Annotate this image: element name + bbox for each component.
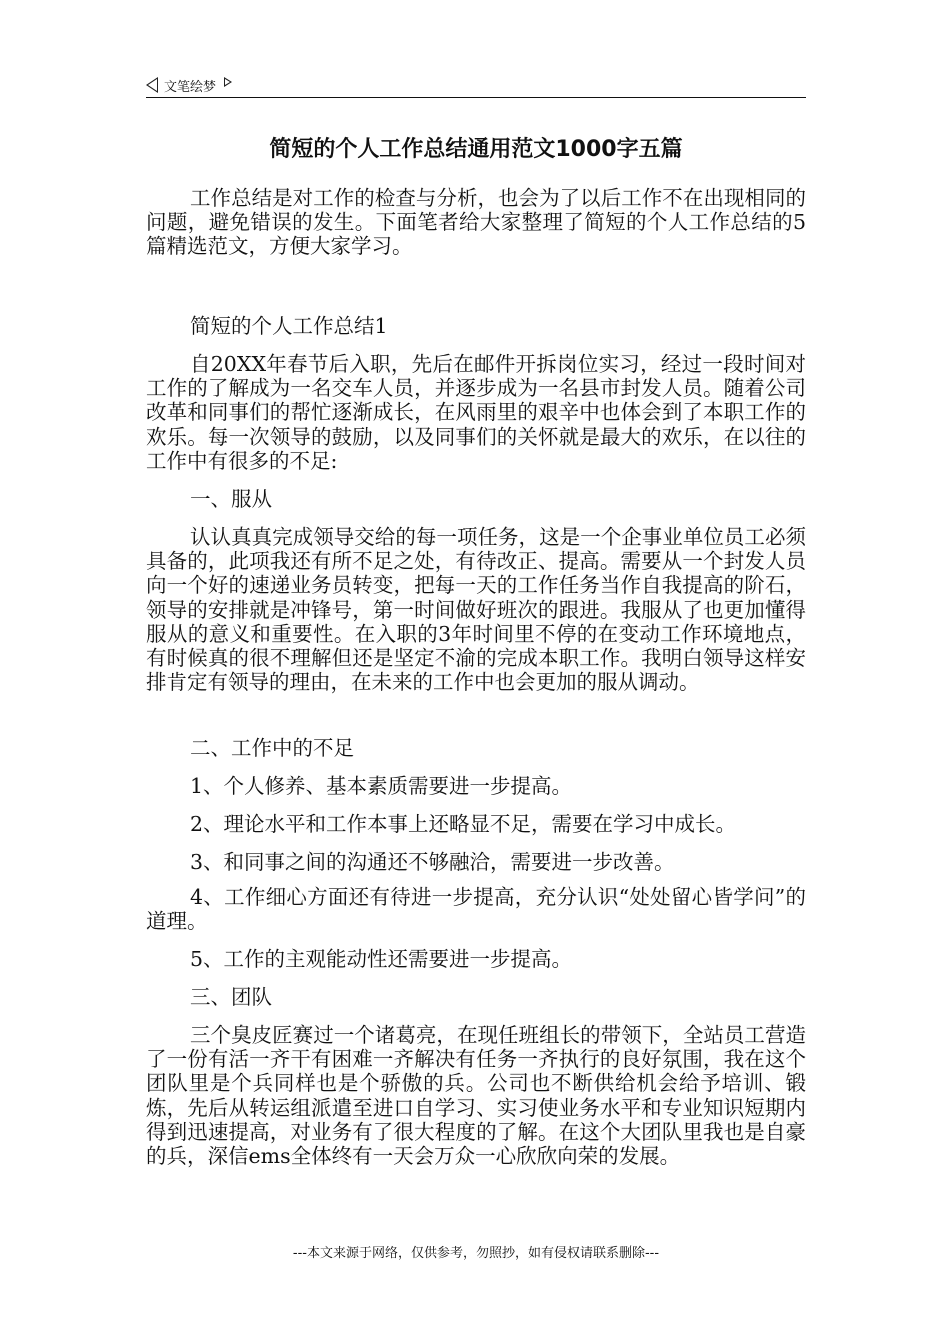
page-header (146, 73, 806, 97)
triangle-right-icon (224, 77, 232, 87)
list-item: 3、和同事之间的沟通还不够融洽，需要进一步改善。 (190, 850, 675, 874)
list-item: 1、个人修养、基本素质需要进一步提高。 (190, 774, 573, 798)
intro-paragraph: 工作总结是对工作的检查与分析，也会为了以后工作不在出现相同的问题，避免错误的发生。下面笔者给大家整理了简短的个人工作总结的5篇精选范文，方便大家学习。 (146, 186, 806, 259)
section-heading: 简短的个人工作总结1 (190, 314, 388, 338)
document-title: 简短的个人工作总结通用范文1000字五篇 (269, 137, 683, 162)
list-item: 4、工作细心方面还有待进一步提高，充分认识“处处留心皆学问”的道理。 (146, 885, 806, 934)
body-paragraph: 自20XX年春节后入职，先后在邮件开拆岗位实习，经过一段时间对工作的了解成为一名交车人员，并逐步成为一名县市封发人员。随着公司改革和同事们的帮忙逐渐成长，在风雨里的艰辛中也体会到了本职工作的欢乐。每一次领导的鼓励，以及同事们的关怀就是最大的欢乐，在以往的工作中有很多的不足: (146, 352, 806, 473)
body-paragraph: 认认真真完成领导交给的每一项任务，这是一个企事业单位员工必须具备的，此项我还有所不足之处，有待改正、提高。需要从一个封发人员向一个好的速递业务员转变，把每一天的工作任务当作自我提高的阶石，领导的安排就是冲锋号，第一时间做好班次的跟进。我服从了也更加懂得服从的意义和重要性。在入职的3年时间里不停的在变动工作环境地点，有时候真的很不理解但还是坚定不渝的完成本职工作。我明白领导这样安排肯定有领导的理由，在未来的工作中也会更加的服从调动。 (146, 525, 806, 695)
list-item: 2、理论水平和工作本事上还略显不足，需要在学习中成长。 (190, 812, 737, 836)
list-item: 5、工作的主观能动性还需要进一步提高。 (190, 947, 573, 971)
header-brand: 文笔绘梦 (164, 79, 217, 95)
triangle-left-icon (146, 77, 158, 93)
footer-disclaimer: ---本文来源于网络，仅供参考，勿照抄，如有侵权请联系删除--- (292, 1246, 660, 1261)
subheading-team: 三、团队 (190, 985, 272, 1009)
subheading-obey: 一、服从 (190, 487, 272, 511)
body-paragraph: 三个臭皮匠赛过一个诸葛亮，在现任班组长的带领下，全站员工营造了一份有活一齐干有困难一齐解决有任务一齐执行的良好氛围，我在这个团队里是个兵同样也是个骄傲的兵。公司也不断供给机会给予培训、锻炼，先后从转运组派遣至进口自学习、实习使业务水平和专业知识短期内得到迅速提高，对业务有了很大程度的了解。在这个大团队里我也是自豪的兵，深信ems全体终有一天会万众一心欣欣向荣的发展。 (146, 1023, 806, 1169)
header-divider (146, 97, 806, 98)
subheading-shortcomings: 二、工作中的不足 (190, 736, 354, 760)
